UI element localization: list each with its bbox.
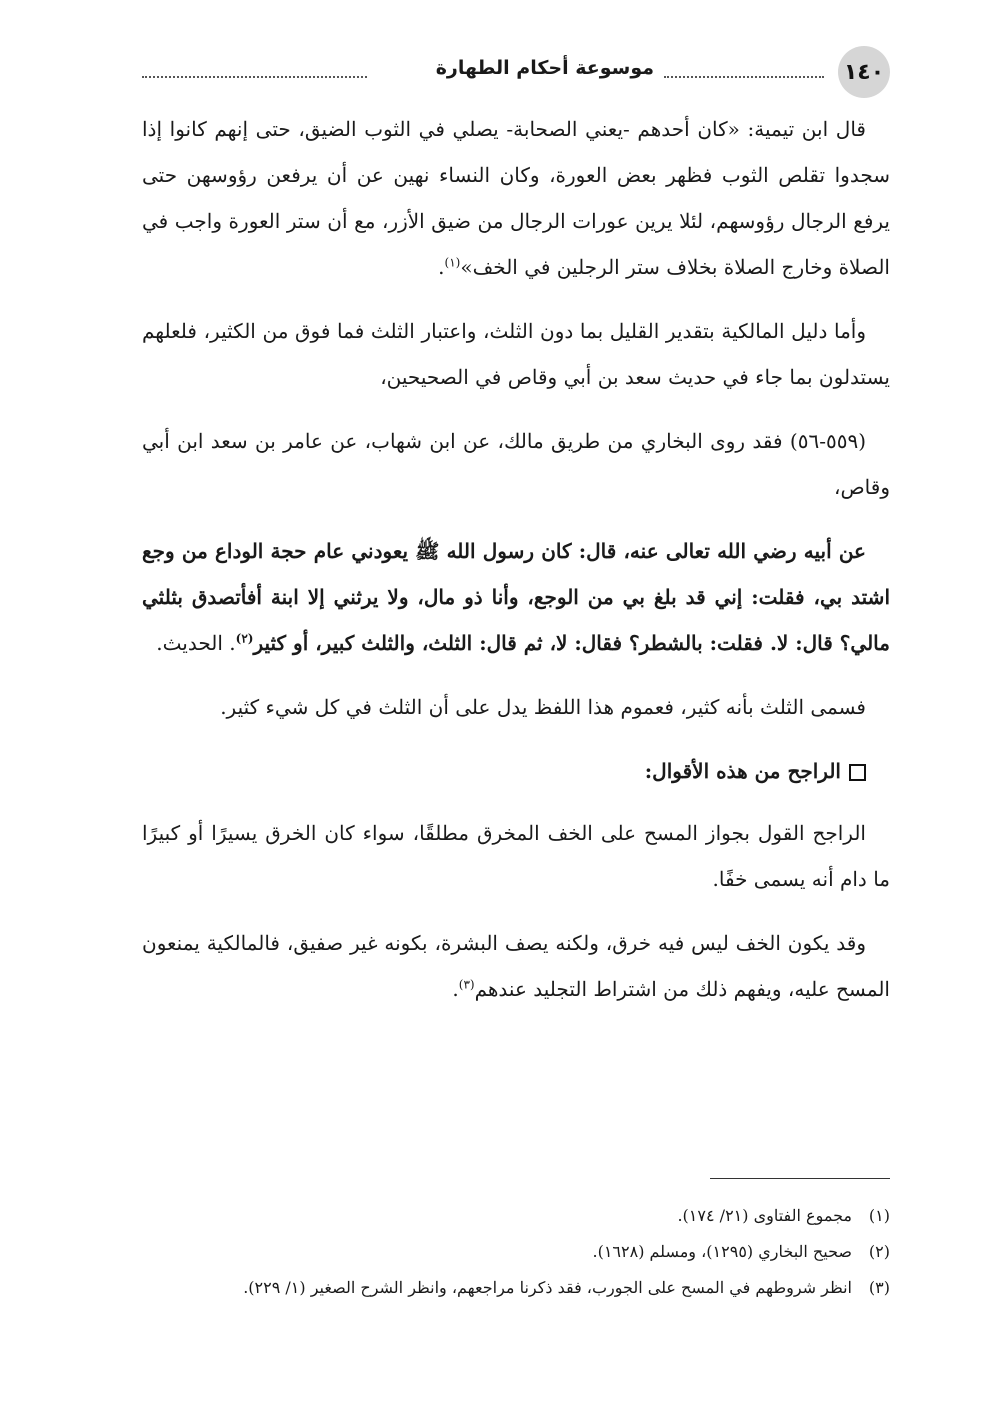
footnote-text: انظر شروطهم في المسح على الجورب، فقد ذكرنا مراجعهم، وانظر الشرح الصغير (١/ ٢٢٩).	[243, 1278, 852, 1297]
footnote-text: صحيح البخاري (١٢٩٥)، ومسلم (١٦٢٨).	[592, 1242, 852, 1261]
footnote-2	[142, 1234, 890, 1270]
paragraph-hadith-text	[142, 528, 890, 666]
paragraph-transparent-khuff	[142, 920, 890, 1012]
footnote-number: (٣)	[868, 1278, 890, 1297]
footnote-1	[142, 1198, 890, 1234]
footnote-number: (١)	[868, 1206, 890, 1225]
main-text	[142, 106, 890, 1030]
footnote-ref-1[interactable]: (١)	[444, 255, 461, 270]
hadith-end: . الحديث.	[156, 631, 236, 655]
checkbox-icon	[849, 764, 866, 781]
header-dotted-leader-right	[664, 76, 824, 78]
paragraph-ibn-taymiyyah-quote	[142, 106, 890, 290]
footnote-ref-3[interactable]: (٣)	[458, 977, 475, 992]
paragraph-text: قال ابن تيمية: «كان أحدهم -يعني الصحابة- يصلي في الثوب الضيق، حتى إنهم كانوا إذا سجدوا تقلص الثوب فظهر بعض العورة، وكان النساء نهين عن أن يرفعن رؤوسهن حتى يرفع الرجال رؤوسهم، لئلا يرين عورات الرجال من ضيق الأزر، مع أن ستر العورة واجب في الصلاة وخارج الصلاة بخلاف ستر الرجلين في الخف»	[142, 117, 890, 279]
header-dotted-leader-left	[142, 76, 367, 78]
section-heading	[142, 748, 890, 794]
footnote-number: (٢)	[868, 1242, 890, 1261]
paragraph-preferred-opinion: الراجح القول بجواز المسح على الخف المخرق مطلقًا، سواء كان الخرق يسيرًا أو كبيرًا ما دام أنه يسمى خفًا.	[142, 821, 890, 891]
footnote-3	[142, 1270, 890, 1306]
paragraph-conclusion-third: فسمى الثلث بأنه كثير، فعموم هذا اللفظ يدل على أن الثلث في كل شيء كثير.	[220, 695, 866, 719]
footnote-text: مجموع الفتاوى (٢١/ ١٧٤).	[677, 1206, 852, 1225]
footnote-separator	[710, 1178, 890, 1179]
heading-text: الراجح من هذه الأقوال:	[644, 759, 841, 783]
hadith-text: عن أبيه رضي الله تعالى عنه، قال: كان رسول الله ﷺ يعودني عام حجة الوداع من وجع اشتد بي، فقلت: إني قد بلغ بي من الوجع، وأنا ذو مال، ولا يرثني إلا ابنة أفأتصدق بثلثي مالي؟ قال: لا. فقلت: بالشطر؟ فقال: لا، ثم قال: الثلث، والثلث كبير، أو كثير	[142, 539, 890, 655]
footnotes	[142, 1198, 890, 1306]
footnote-ref-2[interactable]: (٢)	[235, 631, 254, 646]
running-title: موسوعة أحكام الطهارة	[435, 57, 654, 79]
paragraph-text: وقد يكون الخف ليس فيه خرق، ولكنه يصف البشرة، بكونه غير صفيق، فالمالكية يمنعون المسح عليه، ويفهم ذلك من اشتراط التجليد عندهم	[142, 931, 890, 1001]
paragraph-end: .	[438, 255, 445, 279]
page-header	[142, 46, 890, 98]
page-number-badge: ١٤٠	[838, 46, 890, 98]
paragraph-hadith-chain: (٥٥٩-٥٦) فقد روى البخاري من طريق مالك، عن ابن شهاب، عن عامر بن سعد ابن أبي وقاص،	[142, 429, 890, 499]
paragraph-maliki-evidence: وأما دليل المالكية بتقدير القليل بما دون الثلث، واعتبار الثلث فما فوق من الكثير، فلعلهم يستدلون بما جاء في حديث سعد بن أبي وقاص في الصحيحين،	[142, 319, 890, 389]
paragraph-end: .	[452, 977, 459, 1001]
